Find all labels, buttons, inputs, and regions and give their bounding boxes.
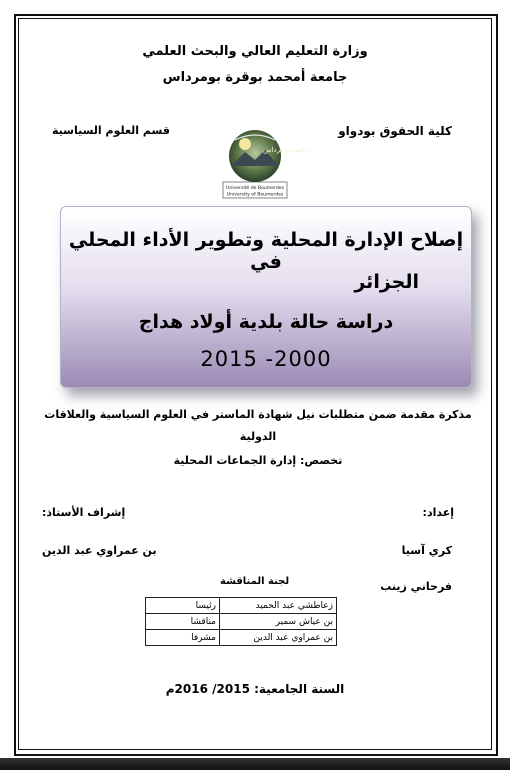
ministry-name: وزارة التعليم العالي والبحث العلمي bbox=[142, 44, 368, 59]
member-name: بن عمراوي عبد الدين bbox=[220, 630, 337, 646]
student-name-1: كري آسيا bbox=[401, 544, 452, 557]
prepared-by-label: إعداد: bbox=[422, 506, 454, 519]
member-role: مناقشا bbox=[146, 614, 220, 630]
table-row bbox=[146, 598, 337, 614]
logo-text-fr: Université de Boumerdes bbox=[225, 186, 285, 191]
memo-description-line-1: مذكرة مقدمة ضمن متطلبات نيل شهادة الماستر في العلوم السياسية والعلاقات bbox=[44, 408, 472, 421]
member-name: زعاطشي عبد الحميد bbox=[220, 598, 337, 614]
table-row bbox=[146, 630, 337, 646]
specialty: تخصص: إدارة الجماعات المحلية bbox=[173, 454, 343, 467]
member-role: رئيسا bbox=[146, 598, 220, 614]
academic-year: السنة الجامعية: 2015/ 2016م bbox=[165, 682, 345, 696]
university-logo-icon bbox=[205, 128, 312, 200]
student-name-2: فرحاني زينب bbox=[380, 580, 452, 593]
thesis-subtitle: دراسة حالة بلدية أولاد هداج bbox=[138, 311, 394, 333]
committee-title: لجنة المناقشة bbox=[220, 576, 290, 587]
title-box bbox=[60, 206, 472, 388]
logo-text-en: University of Boumerdes bbox=[226, 192, 284, 198]
member-name: بن عياش سمير bbox=[220, 614, 337, 630]
study-period: 2015 -2000 bbox=[200, 347, 332, 371]
bottom-bar bbox=[0, 758, 510, 770]
department-name: قسم العلوم السياسية bbox=[52, 124, 170, 137]
committee-table bbox=[145, 597, 337, 646]
faculty-name: كلية الحقوق بودواو bbox=[338, 124, 452, 138]
supervisor-label: إشراف الأستاذ: bbox=[42, 506, 126, 519]
thesis-title-line-2: الجزائر bbox=[354, 271, 419, 293]
table-row bbox=[146, 614, 337, 630]
memo-description-line-2: الدولية bbox=[239, 430, 277, 443]
university-name: جامعة أمحمد بوقرة بومرداس bbox=[162, 70, 348, 85]
logo-arabic-text: جـامعة بومرداس bbox=[263, 146, 312, 154]
supervisor-name: بن عمراوي عبد الدين bbox=[42, 544, 157, 557]
thesis-title-line-1: إصلاح الإدارة المحلية وتطوير الأداء المحلي في bbox=[68, 229, 464, 273]
member-role: مشرفا bbox=[146, 630, 220, 646]
